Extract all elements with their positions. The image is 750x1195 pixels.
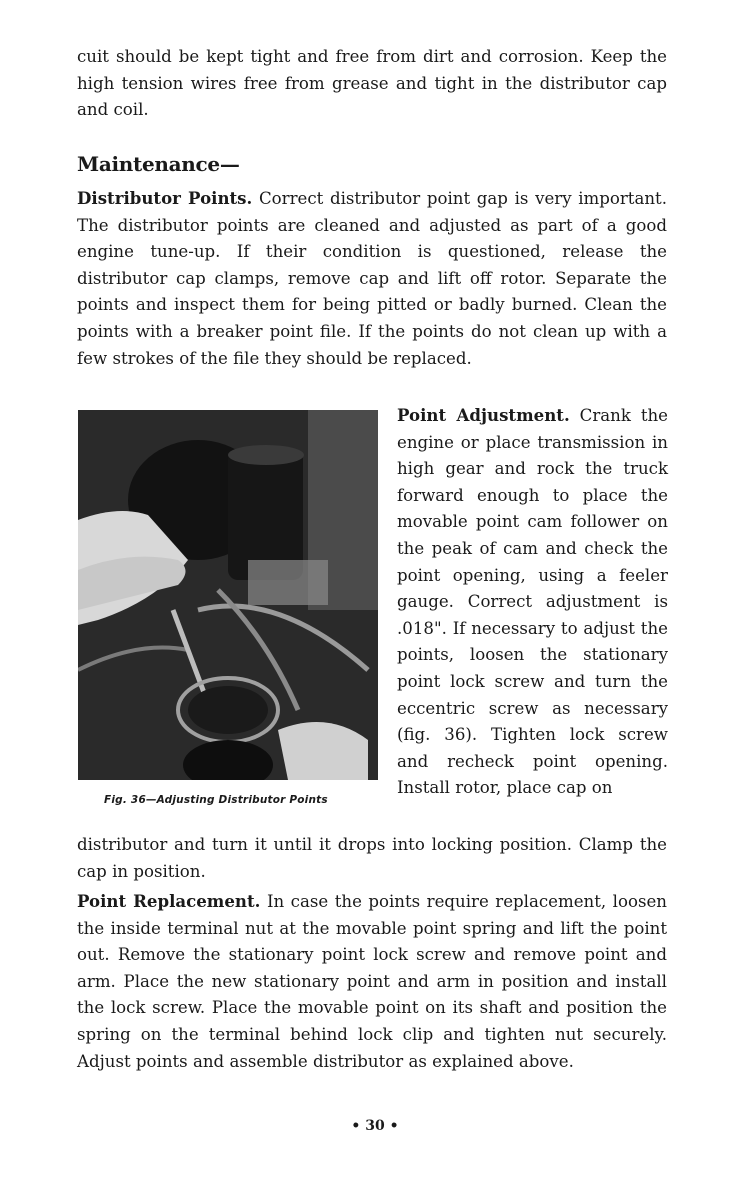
distributor-points-paragraph [77,185,667,372]
point-adjustment-paragraph [397,402,668,802]
point-adjustment-lead: Point Adjustment. [397,405,570,425]
point-replacement-text: In case the points require replacement, loosen the inside terminal nut at the movable point spring and lift the point out. Remove the stationary point lock screw and remove point and arm. Place the new stationary point and arm in position and install the lock screw. Place the movable point on its shaft and position the spring on the terminal behind lock clip and tighten nut securely. Adjust points and assemble distributor as explained above. [77,892,667,1071]
page-number: • 30 • [351,1118,399,1134]
point-adjustment-text: Crank the engine or place transmission in high gear and rock the truck forward enough to place the movable point cam follower on the peak of cam and check the point opening, using a feeler gauge. Correct adjustment is .018". If necessary to adjust the points, loosen the stationary point lock screw and turn the eccentric screw as necessary (fig. 36). Tighten lock screw and recheck point opening. Install rotor, place cap on [397,406,668,798]
point-adjustment-continuation: distributor and turn it until it drops into locking position. Clamp the cap in position. [77,835,667,881]
distributor-points-lead: Distributor Points. [77,188,253,208]
engine-distributor-photo [78,410,378,780]
point-replacement-paragraph [77,888,667,1075]
point-replacement-lead: Point Replacement. [77,891,261,911]
figure-caption: Fig. 36—Adjusting Distributor Points [104,794,328,806]
distributor-points-text: Correct distributor point gap is very important. The distributor points are cleaned and adjusted as part of a good engine tune-up. If their condition is questioned, release the distributor cap clamps, remove cap and lift off rotor. Separate the points and inspect them for being pitted or badly burned. Clean the points with a breaker point file. If the points do not clean up with a few strokes of the file they should be replaced. [77,189,668,368]
intro-paragraph: cuit should be kept tight and free from dirt and corrosion. Keep the high tension wires free from grease and tight in the distributor cap and coil. [77,47,667,120]
photo-illustration [78,410,378,780]
section-heading: Maintenance— [77,152,240,176]
